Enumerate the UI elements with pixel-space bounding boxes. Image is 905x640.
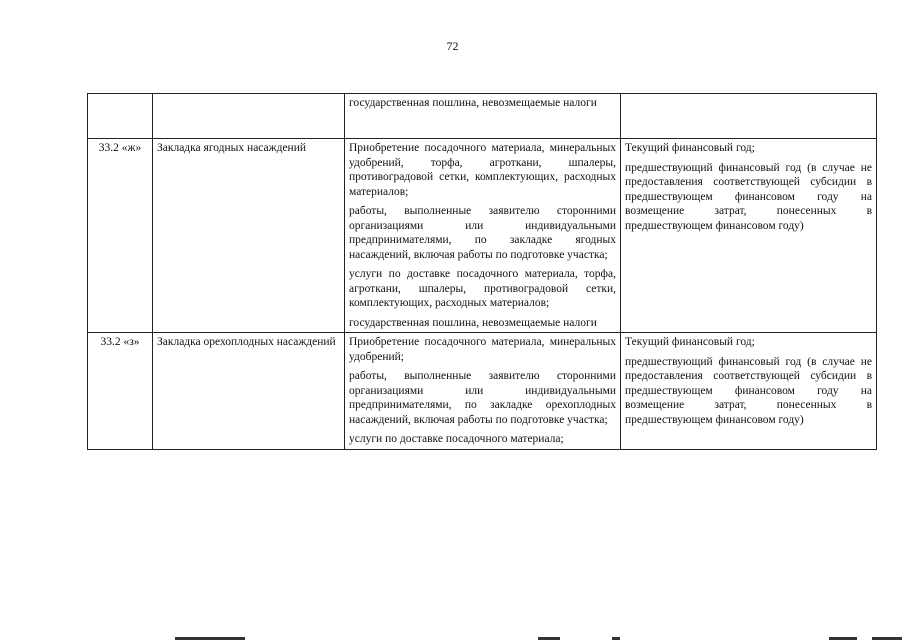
table-row-continuation — [88, 94, 877, 139]
table-cell-costs — [345, 94, 621, 139]
table-cell-name — [153, 94, 345, 139]
cost-item: государственная пошлина, невозмещаемые налоги — [349, 316, 597, 329]
row-name: Закладка орехоплодных насаждений — [153, 333, 345, 450]
table-cell-period — [621, 139, 877, 333]
cost-item: Приобретение посадочного материала, минеральных удобрений; — [349, 336, 616, 363]
page-number: 72 — [446, 39, 459, 53]
table-cell-period — [621, 94, 877, 139]
cost-item: Приобретение посадочного материала, минеральных удобрений, торфа, агроткани, шпалеры, противоградовой сетки, комплектующих, расходных материалов; — [349, 142, 616, 198]
table-cell-period — [621, 333, 877, 450]
period-item: предшествующий финансовый год (в случае не предоставления соответствующей субсидии в предшествующем финансовом году на возмещение затрат, понесенных в предшествующем финансовом году) — [625, 161, 872, 232]
table-row-33-2-z — [88, 333, 877, 450]
table-cell-costs — [345, 139, 621, 333]
table-cell-costs — [345, 333, 621, 450]
cost-item: государственная пошлина, невозмещаемые налоги — [349, 97, 597, 109]
period-item: Текущий финансовый год; — [625, 142, 755, 154]
cost-item: работы, выполненные заявителю сторонними организациями или индивидуальными предпринимателями, по закладке ягодных насаждений, включая работы по подготовке участка; — [349, 205, 616, 261]
cost-item: работы, выполненные заявителю сторонними организациями или индивидуальными предпринимателями, по закладке орехоплодных насаждений, включая работы по подготовке участка; — [349, 370, 616, 426]
table-cell-number — [88, 94, 153, 139]
period-item: предшествующий финансовый год (в случае не предоставления соответствующей субсидии в предшествующем финансовом году на возмещение затрат, понесенных в предшествующем финансовом году) — [625, 355, 872, 426]
row-number: 33.2 «ж» — [88, 139, 153, 333]
subsidy-table — [87, 93, 877, 450]
row-number: 33.2 «з» — [88, 333, 153, 450]
cost-item: услуги по доставке посадочного материала; — [349, 433, 564, 445]
row-name: Закладка ягодных насаждений — [153, 139, 345, 333]
period-item: Текущий финансовый год; — [625, 336, 755, 348]
cost-item: услуги по доставке посадочного материала, торфа, агроткани, шпалеры, противоградовой сетки, комплектующих, расходных материалов; — [349, 268, 616, 309]
table-row-33-2-zh — [88, 139, 877, 333]
